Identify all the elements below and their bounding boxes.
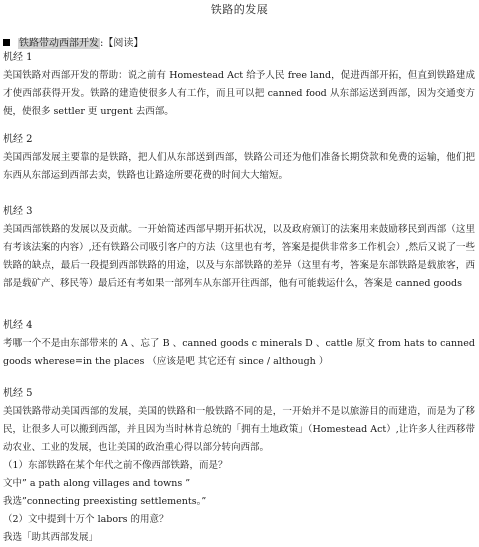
question-line: （2）文中提到十万个 labors 的用意？ [3,514,169,525]
section-text: 考哪一个不是由东部带来的 A 、忘了 B 、canned goods c minerals D 、cattle 原文 from hats to canned goods wherese=in the places （应该是吧 其它还有 since / although ） [3,338,475,367]
document-title: 铁路的发展 [210,3,269,16]
section-label: 机经 3 [3,206,33,217]
answer-line: 我选”connecting preexisting settlements。” [3,496,207,507]
section-jijing-5 [3,385,475,547]
section-label: 机经 4 [3,320,33,331]
square-bullet-icon [3,39,10,46]
section-jijing-1 [3,49,475,121]
section-text: 美国西部铁路的发展以及贡献。一开始简述西部早期开拓状况，以及政府颁订的法案用来鼓励移民到西部（这里有考该法案的内容）,还有铁路公司吸引客户的方法（这里也有考，答案是提供非常多工作机会）,然后又说了一些铁路的缺点，最后一段提到西部铁路的用途，以及与东部铁路的差异（这里有考，答案是东部铁路是载旅客，西部是载矿产、移民等）最后还有考如果一部列车从东部开往西部，他有可能载运什么，答案是 canned goods [3,224,475,289]
section-jijing-3 [3,203,475,293]
heading-suffix: :【阅读】 [100,38,144,49]
section-jijing-2 [3,131,475,185]
section-label: 机经 5 [3,388,33,399]
section-text: 美国铁路对西部开发的帮助：说之前有 Homestead Act 给予人民 free land，促进西部开拓，但直到铁路建成才使西部获得开发。铁路的建造使很多人有工作，而且可以把 canned food 从东部运送到西部，因为交通变方便，使很多 settler 更 urgent 去西部。 [3,70,475,117]
section-label: 机经 2 [3,134,33,145]
question-line: （1）东部铁路在某个年代之前不像西部铁路，而是？ [3,460,228,471]
section-label: 机经 1 [3,52,33,63]
answer-line: 我选「助其西部发展」 [3,532,99,543]
heading-topic: 铁路带动西部开发 [19,38,99,49]
section-text: 美国铁路带动美国西部的发展，美国的铁路和一般铁路不同的是，一开始并不是以旅游目的而建造，而是为了移民，让很多人可以搬到西部，并且因为当时林肯总统的「拥有土地政策」（Homestead Act）,让许多人往西移带动农业、工业的发展，也让美国的政治重心得以部分转向西部。 [3,406,475,453]
section-text: 美国西部发展主要靠的是铁路，把人们从东部送到西部，铁路公司还为他们准备长期贷款和免费的运输，他们把东西从东部运到西部去卖，铁路也让路途所要花费的时间大大缩短。 [3,152,475,181]
section-jijing-4 [3,317,475,371]
quote-line: 文中” a path along villages and towns ” [3,478,191,489]
